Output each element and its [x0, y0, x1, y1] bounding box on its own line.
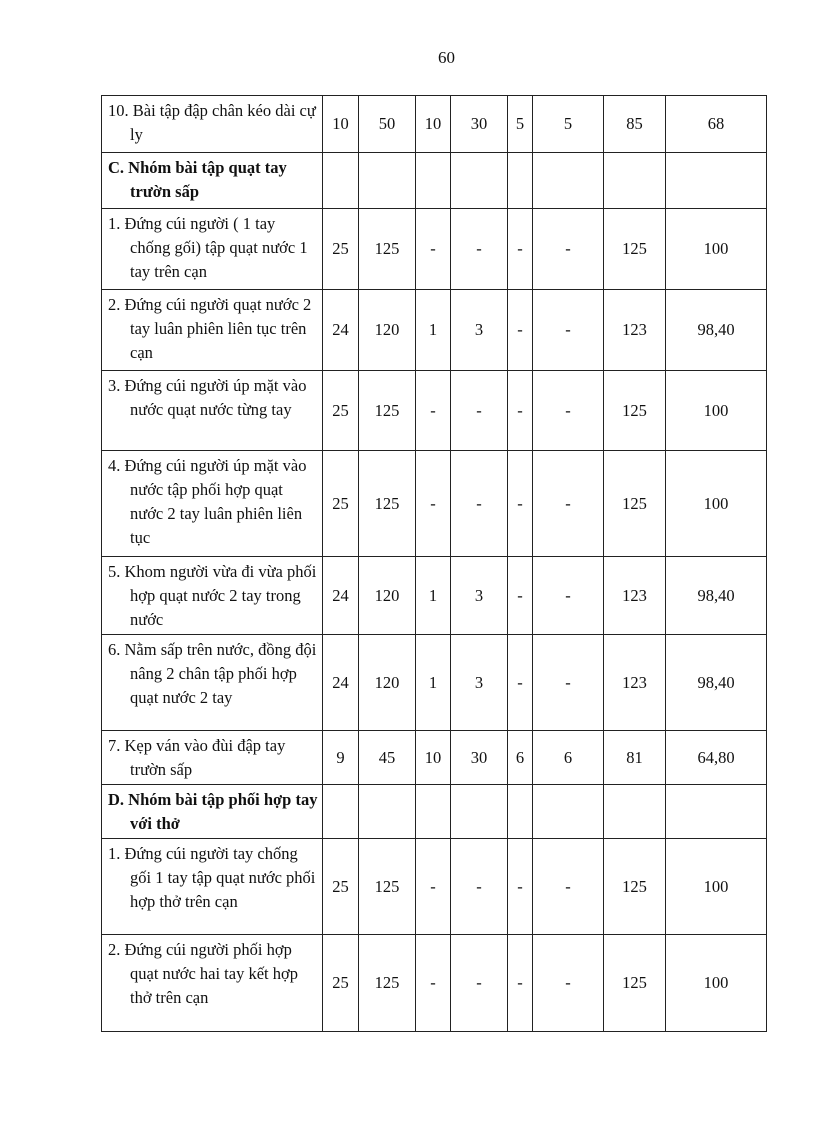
- page-number: 60: [438, 48, 455, 67]
- value-cell-col-7: [604, 153, 666, 209]
- exercise-name-cell: [102, 635, 323, 731]
- value-cell-col-2: 125: [359, 451, 416, 557]
- value-cell-col-5: -: [508, 635, 533, 731]
- value-cell-col-2: 120: [359, 557, 416, 635]
- value-cell-col-7: 125: [604, 935, 666, 1032]
- value-cell-col-2: 125: [359, 371, 416, 451]
- value-cell-col-7: 123: [604, 557, 666, 635]
- value-cell-col-7: 81: [604, 731, 666, 785]
- value-cell-col-1: 25: [323, 371, 359, 451]
- value-cell-col-1: 25: [323, 839, 359, 935]
- value-cell-col-4: 3: [451, 290, 508, 371]
- value-cell-col-5: -: [508, 557, 533, 635]
- value-cell-col-6: -: [533, 209, 604, 290]
- value-cell-col-8: 98,40: [666, 635, 767, 731]
- exercise-name-text: 10. Bài tập đập chân kéo dài cự ly: [108, 101, 316, 144]
- value-cell-col-8: [666, 153, 767, 209]
- value-cell-col-1: 25: [323, 935, 359, 1032]
- value-cell-col-7: 123: [604, 635, 666, 731]
- value-cell-col-8: 100: [666, 209, 767, 290]
- value-cell-col-6: [533, 153, 604, 209]
- value-cell-col-3: [416, 153, 451, 209]
- value-cell-col-4: 30: [451, 96, 508, 153]
- exercise-name-text: 2. Đứng cúi người quạt nước 2 tay luân phiên liên tục trên cạn: [108, 295, 312, 362]
- value-cell-col-6: -: [533, 290, 604, 371]
- value-cell-col-2: 125: [359, 935, 416, 1032]
- value-cell-col-6: -: [533, 935, 604, 1032]
- value-cell-col-8: 100: [666, 451, 767, 557]
- exercise-name-text: 7. Kẹp ván vào đùi đập tay trườn sấp: [108, 736, 286, 779]
- exercise-name-cell: [102, 839, 323, 935]
- value-cell-col-4: [451, 785, 508, 839]
- value-cell-col-5: -: [508, 451, 533, 557]
- table-group-row: [102, 785, 767, 839]
- group-heading-text: C. Nhóm bài tập quạt tay trườn sấp: [108, 158, 287, 201]
- table-row: [102, 290, 767, 371]
- value-cell-col-1: 25: [323, 451, 359, 557]
- value-cell-col-4: [451, 153, 508, 209]
- exercise-name-cell: [102, 451, 323, 557]
- value-cell-col-2: [359, 153, 416, 209]
- value-cell-col-4: -: [451, 371, 508, 451]
- group-heading-cell: [102, 153, 323, 209]
- value-cell-col-2: 50: [359, 96, 416, 153]
- value-cell-col-3: 10: [416, 731, 451, 785]
- value-cell-col-8: 100: [666, 371, 767, 451]
- table-row: [102, 839, 767, 935]
- table-row: [102, 371, 767, 451]
- value-cell-col-4: -: [451, 935, 508, 1032]
- table-row: [102, 557, 767, 635]
- value-cell-col-3: -: [416, 209, 451, 290]
- group-heading-cell: [102, 785, 323, 839]
- value-cell-col-3: -: [416, 371, 451, 451]
- exercise-name-cell: [102, 96, 323, 153]
- value-cell-col-6: -: [533, 635, 604, 731]
- value-cell-col-6: -: [533, 371, 604, 451]
- value-cell-col-3: 1: [416, 290, 451, 371]
- value-cell-col-4: 30: [451, 731, 508, 785]
- value-cell-col-8: 100: [666, 839, 767, 935]
- table-row: [102, 209, 767, 290]
- value-cell-col-7: 125: [604, 209, 666, 290]
- exercise-name-text: 4. Đứng cúi người úp mặt vào nước tập phối hợp quạt nước 2 tay luân phiên liên tục: [108, 456, 307, 547]
- value-cell-col-6: 6: [533, 731, 604, 785]
- value-cell-col-6: -: [533, 557, 604, 635]
- value-cell-col-5: -: [508, 290, 533, 371]
- value-cell-col-8: 100: [666, 935, 767, 1032]
- group-heading-text: D. Nhóm bài tập phối hợp tay với thở: [108, 790, 318, 833]
- value-cell-col-7: 125: [604, 451, 666, 557]
- exercise-name-cell: [102, 935, 323, 1032]
- value-cell-col-2: 125: [359, 839, 416, 935]
- value-cell-col-8: 64,80: [666, 731, 767, 785]
- table-body: [102, 96, 767, 1032]
- value-cell-col-6: -: [533, 451, 604, 557]
- exercise-name-cell: [102, 371, 323, 451]
- exercise-name-cell: [102, 209, 323, 290]
- value-cell-col-1: 10: [323, 96, 359, 153]
- table-row: [102, 731, 767, 785]
- value-cell-col-4: -: [451, 451, 508, 557]
- value-cell-col-1: 25: [323, 209, 359, 290]
- value-cell-col-5: [508, 153, 533, 209]
- value-cell-col-3: -: [416, 935, 451, 1032]
- value-cell-col-1: 24: [323, 635, 359, 731]
- exercise-name-text: 1. Đứng cúi người ( 1 tay chống gối) tập quạt nước 1 tay trên cạn: [108, 214, 308, 281]
- value-cell-col-1: 9: [323, 731, 359, 785]
- value-cell-col-2: 120: [359, 635, 416, 731]
- value-cell-col-3: 1: [416, 557, 451, 635]
- value-cell-col-5: [508, 785, 533, 839]
- value-cell-col-7: 123: [604, 290, 666, 371]
- exercise-name-text: 6. Nằm sấp trên nước, đồng đội nâng 2 chân tập phối hợp quạt nước 2 tay: [108, 640, 317, 707]
- value-cell-col-6: 5: [533, 96, 604, 153]
- value-cell-col-3: [416, 785, 451, 839]
- value-cell-col-2: 45: [359, 731, 416, 785]
- value-cell-col-5: 5: [508, 96, 533, 153]
- exercise-name-text: 1. Đứng cúi người tay chống gối 1 tay tập quạt nước phối hợp thở trên cạn: [108, 844, 316, 911]
- exercise-name-text: 2. Đứng cúi người phối hợp quạt nước hai tay kết hợp thở trên cạn: [108, 940, 298, 1007]
- value-cell-col-1: [323, 153, 359, 209]
- table-row: [102, 451, 767, 557]
- value-cell-col-2: 120: [359, 290, 416, 371]
- value-cell-col-2: [359, 785, 416, 839]
- value-cell-col-3: -: [416, 839, 451, 935]
- value-cell-col-1: 24: [323, 557, 359, 635]
- value-cell-col-5: -: [508, 371, 533, 451]
- value-cell-col-4: 3: [451, 635, 508, 731]
- value-cell-col-6: -: [533, 839, 604, 935]
- table-group-row: [102, 153, 767, 209]
- value-cell-col-1: [323, 785, 359, 839]
- exercise-name-cell: [102, 731, 323, 785]
- value-cell-col-2: 125: [359, 209, 416, 290]
- value-cell-col-8: 98,40: [666, 290, 767, 371]
- value-cell-col-4: -: [451, 209, 508, 290]
- value-cell-col-3: 1: [416, 635, 451, 731]
- value-cell-col-7: 125: [604, 839, 666, 935]
- value-cell-col-5: 6: [508, 731, 533, 785]
- value-cell-col-8: 98,40: [666, 557, 767, 635]
- value-cell-col-5: -: [508, 935, 533, 1032]
- value-cell-col-6: [533, 785, 604, 839]
- exercise-name-text: 3. Đứng cúi người úp mặt vào nước quạt nước từng tay: [108, 376, 307, 419]
- value-cell-col-4: -: [451, 839, 508, 935]
- exercise-name-cell: [102, 290, 323, 371]
- value-cell-col-7: 125: [604, 371, 666, 451]
- table-row: [102, 635, 767, 731]
- value-cell-col-8: 68: [666, 96, 767, 153]
- value-cell-col-8: [666, 785, 767, 839]
- value-cell-col-4: 3: [451, 557, 508, 635]
- value-cell-col-5: -: [508, 209, 533, 290]
- value-cell-col-5: -: [508, 839, 533, 935]
- exercise-name-cell: [102, 557, 323, 635]
- value-cell-col-1: 24: [323, 290, 359, 371]
- table-row: [102, 96, 767, 153]
- value-cell-col-3: 10: [416, 96, 451, 153]
- value-cell-col-3: -: [416, 451, 451, 557]
- value-cell-col-7: 85: [604, 96, 666, 153]
- exercise-name-text: 5. Khom người vừa đi vừa phối hợp quạt nước 2 tay trong nước: [108, 562, 317, 629]
- exercise-survey-table: [101, 95, 767, 1032]
- value-cell-col-7: [604, 785, 666, 839]
- table-row: [102, 935, 767, 1032]
